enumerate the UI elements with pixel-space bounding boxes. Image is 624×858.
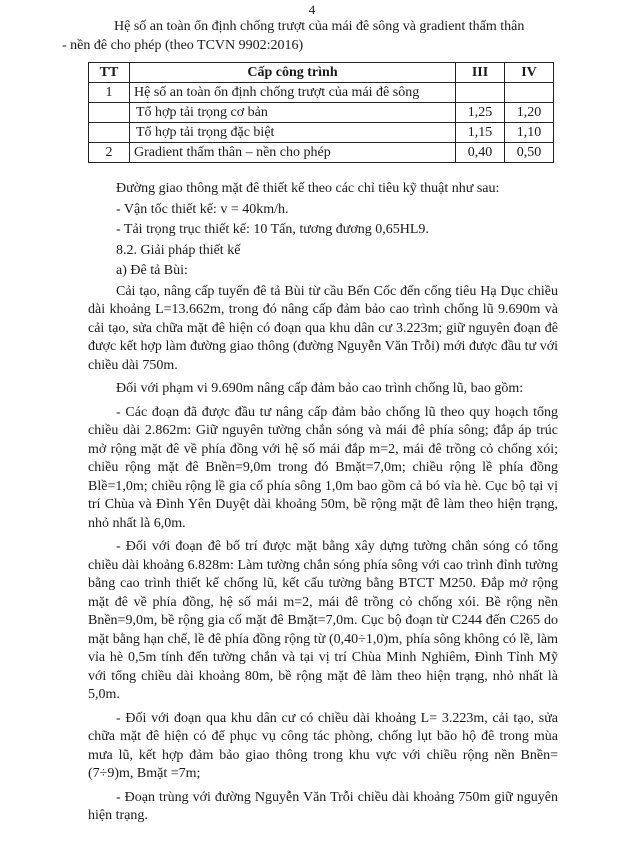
table-header-row [89, 63, 554, 83]
header-tt: TT [89, 63, 130, 83]
cell-name: Hệ số an toàn ổn định chống trượt của mái đê sông [130, 83, 456, 103]
cell-name: Gradient thấm thân – nền cho phép [130, 143, 456, 163]
header-iii: III [456, 63, 505, 83]
cell-iii: 1,25 [456, 103, 505, 123]
cell-name: Tổ hợp tải trọng cơ bản [130, 103, 456, 123]
subsection-heading: a) Đê tả Bùi: [116, 263, 188, 278]
section-heading: 8.2. Giải pháp thiết kế [116, 242, 241, 258]
cell-iii [456, 83, 505, 103]
cell-iii: 1,15 [456, 123, 505, 143]
cell-tt: 1 [89, 83, 130, 103]
cell-name: Tổ hợp tải trọng đặc biệt [130, 123, 456, 143]
cell-tt [89, 103, 130, 123]
caption-line-2: - nền đê cho phép (theo TCVN 9902:2016) [62, 38, 304, 53]
cell-tt [89, 123, 130, 143]
table-row [89, 103, 554, 123]
table-row [89, 143, 554, 163]
cell-iv: 1,10 [505, 123, 554, 143]
caption-line-1: Hệ số an toàn ổn định chống trượt của mái đê sông và gradient thấm thân [114, 19, 525, 34]
table-caption [62, 17, 558, 55]
table-row [89, 83, 554, 103]
header-iv: IV [505, 63, 554, 83]
cell-tt: 2 [89, 143, 130, 163]
cell-iv [505, 83, 554, 103]
paragraph-overview: Cải tạo, nâng cấp tuyến đê tả Bùi từ cầu Bến Cốc đến cống tiêu Hạ Dục chiều dài khoảng L=13.662m, trong đó nâng cấp đảm bảo cao trình chống lũ 9.690m và cải tạo, sửa chữa mặt đê hiện có đoạn qua khu dân cư 3.223m; giữ nguyên đoạn đê được kết hợp làm đường giao thông (đường Nguyễn Văn Trỗi) mới được đầu tư với chiều dài 750m. [88, 283, 558, 373]
page-number: 4 [308, 2, 316, 17]
paragraph-axle-load: - Tải trọng trục thiết kế: 10 Tấn, tương đương 0,65HL9. [116, 222, 429, 237]
paragraph-scope: Đối với phạm vi 9.690m nâng cấp đảm bảo cao trình chống lũ, bao gồm: [116, 381, 524, 396]
cell-iv: 0,50 [505, 143, 554, 163]
criteria-table [88, 62, 554, 163]
paragraph-invested-sections: - Các đoạn đã được đầu tư nâng cấp đảm bảo chống lũ theo quy hoạch tổng chiều dài 2.862m: Giữ nguyên tường chắn sóng và mái đê phía sông; đắp áp trúc mở rộng mặt đê về phía đồng với hệ số mái đắp m=2, mái đê trồng cỏ chống xói; chiều rộng mặt đê Bnền=9,0m trong đó Bmặt=7,0m; chiều rộng lề phía đồng Blề=1,0m; chiều rộng lề gia cố phía sông 1,0m bao gồm cả bó vỉa hè. Cục bộ tại vị trí Chùa và Đình Yên Duyệt dài khoảng 50m, bề rộng mặt đê làm theo hiện trạng, nhỏ nhất là 6,0m. [88, 404, 558, 531]
paragraph-nguyen-van-troi: - Đoạn trùng với đường Nguyễn Văn Trỗi chiều dài khoảng 750m giữ nguyên hiện trạng. [88, 789, 558, 823]
paragraph-design-speed: - Vận tốc thiết kế: v = 40km/h. [116, 201, 289, 217]
paragraph-wave-wall: - Đối với đoạn đê bố trí được mặt bằng xây dựng tường chắn sóng có tổng chiều dài khoảng 6.828m: Làm tường chắn sóng phía sông với cao trình đỉnh tường bằng cao trình thiết kế chống lũ, kết cấu tường bằng BTCT M250. Đắp mở rộng mặt đê về phía đồng, hệ số mái m=2, mái đê trồng cỏ chống xói. Bề rộng nền Bnền=9,0m, bề rộng gia cố mặt đê Bmặt=7,0m. Cục bộ đoạn từ C244 đến C265 do mặt bằng hạn chế, lề đê phía đồng rộng từ (0,40÷1,0)m, phía sông không có lề, làm vỉa hè 0,5m tính đến tường chắn và tại vị trí Chùa Minh Nghiêm, Đình Tỉnh Mỹ với tổng chiều dài khoảng 80m, bề rộng mặt đê làm theo hiện trạng, nhỏ nhất là 5,0m. [88, 539, 558, 702]
table-row [89, 123, 554, 143]
document-body [88, 180, 558, 831]
header-grade: Cấp công trình [130, 63, 456, 83]
paragraph-residential: - Đối với đoạn qua khu dân cư có chiều dài khoảng L= 3.223m, cải tạo, sửa chữa mặt đê hiện có để phục vụ công tác phòng, chống lụt bão hộ đê trong mùa mưa lũ, kết hợp đảm bảo giao thông trong khu vực với chiều rộng nền Bnền=(7÷9)m, Bmặt =7m; [88, 710, 558, 781]
paragraph-road-criteria: Đường giao thông mặt đê thiết kế theo các chỉ tiêu kỹ thuật như sau: [116, 181, 500, 196]
cell-iii: 0,40 [456, 143, 505, 163]
cell-iv: 1,20 [505, 103, 554, 123]
